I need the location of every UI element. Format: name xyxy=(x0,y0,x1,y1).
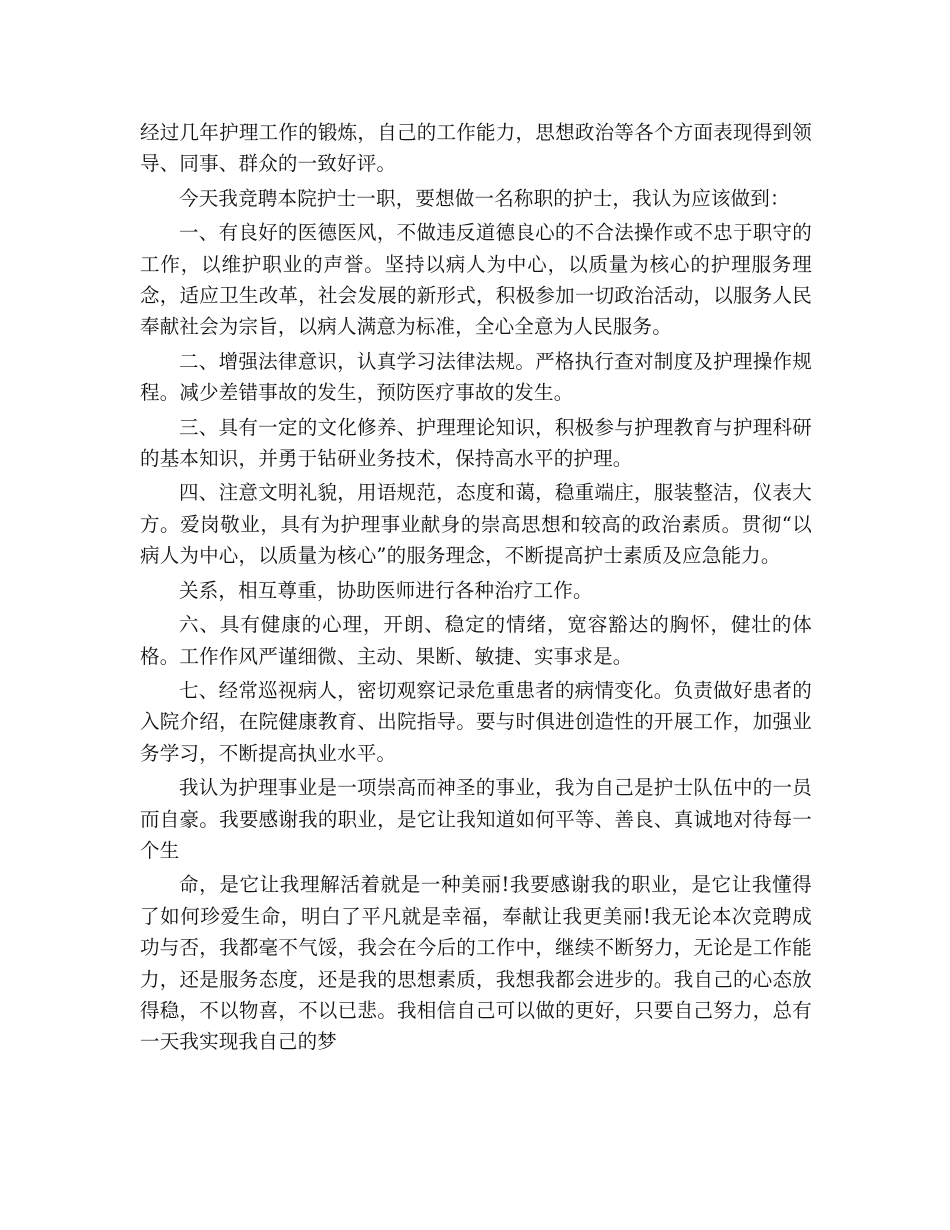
paragraph-point-4: 四、注意文明礼貌，用语规范，态度和蔼，稳重端庄，服装整洁，仪表大方。爱岗敬业，具有为护理事业献身的崇高思想和较高的政治素质。贯彻“以病人为中心，以质量为核心”的服务理念，不断提高护士素质及应急能力。 xyxy=(140,481,812,568)
paragraph-point-7: 七、经常巡视病人，密切观察记录危重患者的病情变化。负责做好患者的入院介绍，在院健康教育、出院指导。要与时俱进创造性的开展工作，加强业务学习，不断提高执业水平。 xyxy=(140,678,812,765)
paragraph-point-3: 三、具有一定的文化修养、护理理论知识，积极参与护理教育与护理科研的基本知识，并勇于钻研业务技术，保持高水平的护理。 xyxy=(140,415,812,471)
document-body xyxy=(140,117,812,1061)
paragraph-point-2: 二、增强法律意识，认真学习法律法规。严格执行查对制度及护理操作规程。减少差错事故的发生，预防医疗事故的发生。 xyxy=(140,349,812,405)
paragraph-goal: 今天我竞聘本院护士一职，要想做一名称职的护士，我认为应该做到： xyxy=(179,186,790,210)
paragraph-closing: 命，是它让我理解活着就是一种美丽!我要感谢我的职业，是它让我懂得了如何珍爱生命，明白了平凡就是幸福，奉献让我更美丽!我无论本次竞聘成功与否，我都毫不气馁，我会在今后的工作中，继续不断努力，无论是工作能力，还是服务态度，还是我的思想素质，我想我都会进步的。我自己的心态放得稳，不以物喜，不以已悲。我相信自己可以做的更好，只要自己努力，总有一天我实现我自己的梦 xyxy=(140,873,812,1054)
paragraph-relations: 关系，相互尊重，协助医师进行各种治疗工作。 xyxy=(179,578,593,602)
paragraph-career: 我认为护理事业是一项崇高而神圣的事业，我为自己是护士队伍中的一员而自豪。我要感谢我的职业，是它让我知道如何平等、善良、真诚地对待每一个生 xyxy=(140,776,812,862)
paragraph-intro: 经过几年护理工作的锻炼，自己的工作能力，思想政治等各个方面表现得到领导、同事、群众的一致好评。 xyxy=(140,121,812,176)
paragraph-point-1: 一、有良好的医德医风，不做违反道德良心的不合法操作或不忠于职守的工作，以维护职业的声誉。坚持以病人为中心，以质量为核心的护理服务理念，适应卫生改革，社会发展的新形式，积极参加一切政治活动，以服务人民奉献社会为宗旨，以病人满意为标准，全心全意为人民服务。 xyxy=(140,221,812,339)
paragraph-point-6: 六、具有健康的心理，开朗、稳定的情绪，宽容豁达的胸怀，健壮的体格。工作作风严谨细微、主动、果断、敏捷、实事求是。 xyxy=(140,613,812,668)
